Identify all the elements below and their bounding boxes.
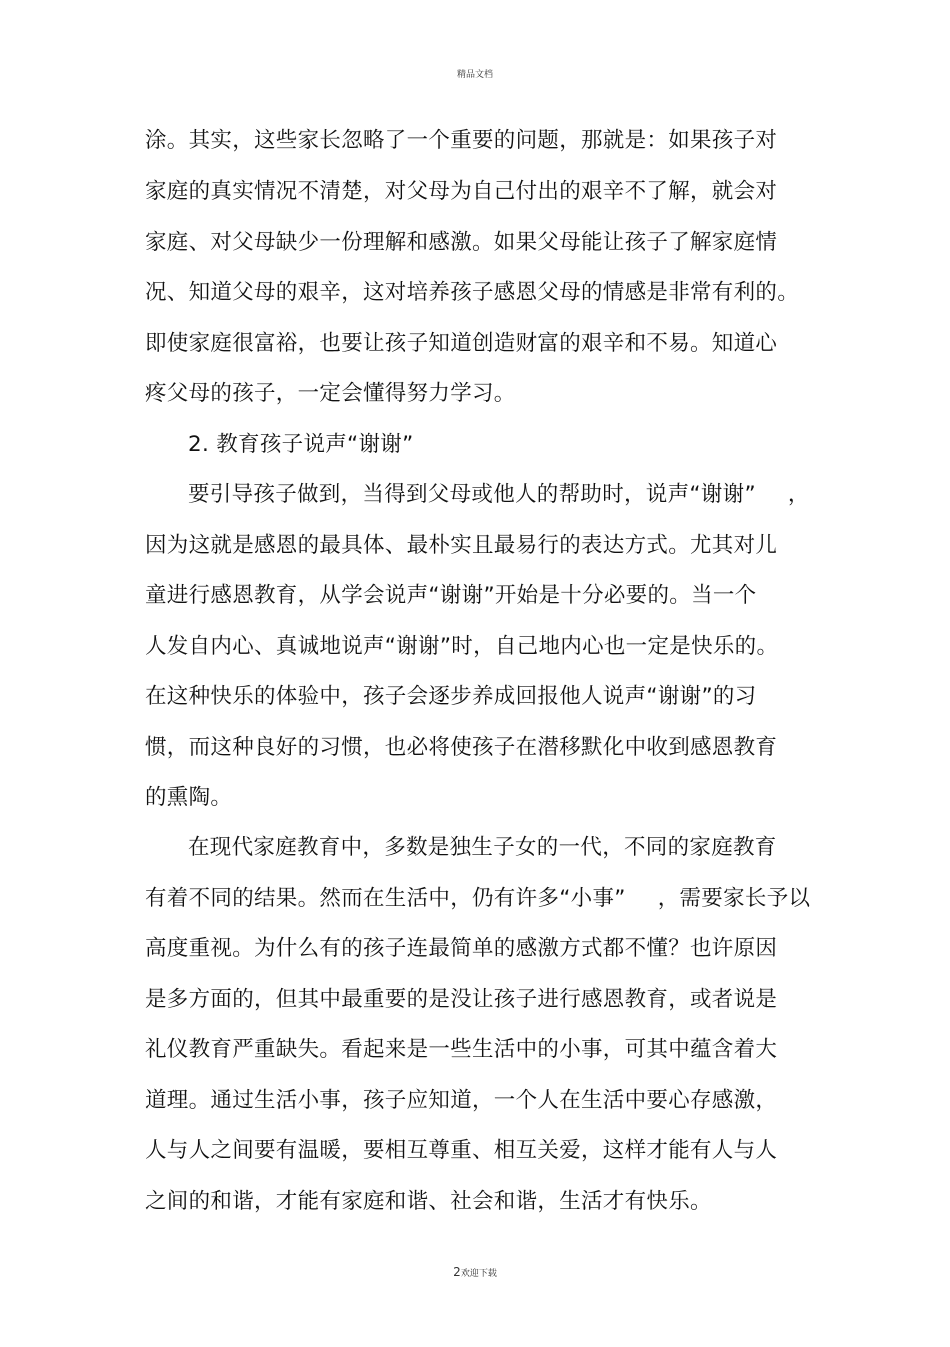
section-heading: 2. 教育孩子说声“谢谢” [188,432,414,457]
body-line: 疼父母的孩子，一定会懂得努力学习。 [145,381,516,406]
body-line: 在这种快乐的体验中，孩子会逐步养成回报他人说声“谢谢”的习 [145,684,757,709]
page-header: 精品文档 [456,70,493,80]
body-line: 家庭的真实情况不清楚，对父母为自己付出的艰辛不了解，就会对 [145,179,778,204]
body-line: 在现代家庭教育中，多数是独生子女的一代，不同的家庭教育 [188,835,777,860]
body-line: 况、知道父母的艰辛，这对培养孩子感恩父母的情感是非常有利的。 [145,280,800,305]
body-line [145,886,810,912]
page-footer [0,1261,950,1280]
body-line [188,482,810,508]
body-line: 因为这就是感恩的最具体、最朴实且最易行的表达方式。尤其对儿 [145,533,778,558]
body-line-text: ， [787,482,810,507]
body-line: 人与人之间要有温暖，要相互尊重、相互关爱，这样才能有人与人 [145,1138,778,1163]
body-line: 人发自内心、真诚地说声“谢谢”时，自己地内心也一定是快乐的。 [145,634,779,659]
body-line: 是多方面的，但其中最重要的是没让孩子进行感恩教育，或者说是 [145,987,778,1012]
body-line: 童进行感恩教育，从学会说声“谢谢”开始是十分必要的。当一个 [145,583,757,608]
body-line: 之间的和谐，才能有家庭和谐、社会和谐，生活才有快乐。 [145,1189,712,1214]
body-line-text: 要引导孩子做到，当得到父母或他人的帮助时，说声“谢谢” [188,482,756,507]
body-line: 即使家庭很富裕，也要让孩子知道创造财富的艰辛和不易。知道心 [145,331,778,356]
body-line-text: ，需要家长予以 [657,886,811,911]
body-line: 的熏陶。 [145,785,233,810]
body-line: 惯，而这种良好的习惯，也必将使孩子在潜移默化中收到感恩教育 [145,735,778,760]
body-line-text: 有着不同的结果。然而在生活中，仍有许多“小事” [145,886,626,911]
body-line: 高度重视。为什么有的孩子连最简单的感激方式都不懂？也许原因 [145,936,778,961]
page-number: 2 [453,1265,461,1279]
body-line: 礼仪教育严重缺失。看起来是一些生活中的小事，可其中蕴含着大 [145,1037,778,1062]
body-line: 涂。其实，这些家长忽略了一个重要的问题，那就是：如果孩子对 [145,128,778,153]
body-line: 家庭、对父母缺少一份理解和感激。如果父母能让孩子了解家庭情 [145,230,778,255]
body-line: 道理。通过生活小事，孩子应知道，一个人在生活中要心存感激， [145,1088,778,1113]
footer-text: 欢迎下载 [460,1269,497,1279]
